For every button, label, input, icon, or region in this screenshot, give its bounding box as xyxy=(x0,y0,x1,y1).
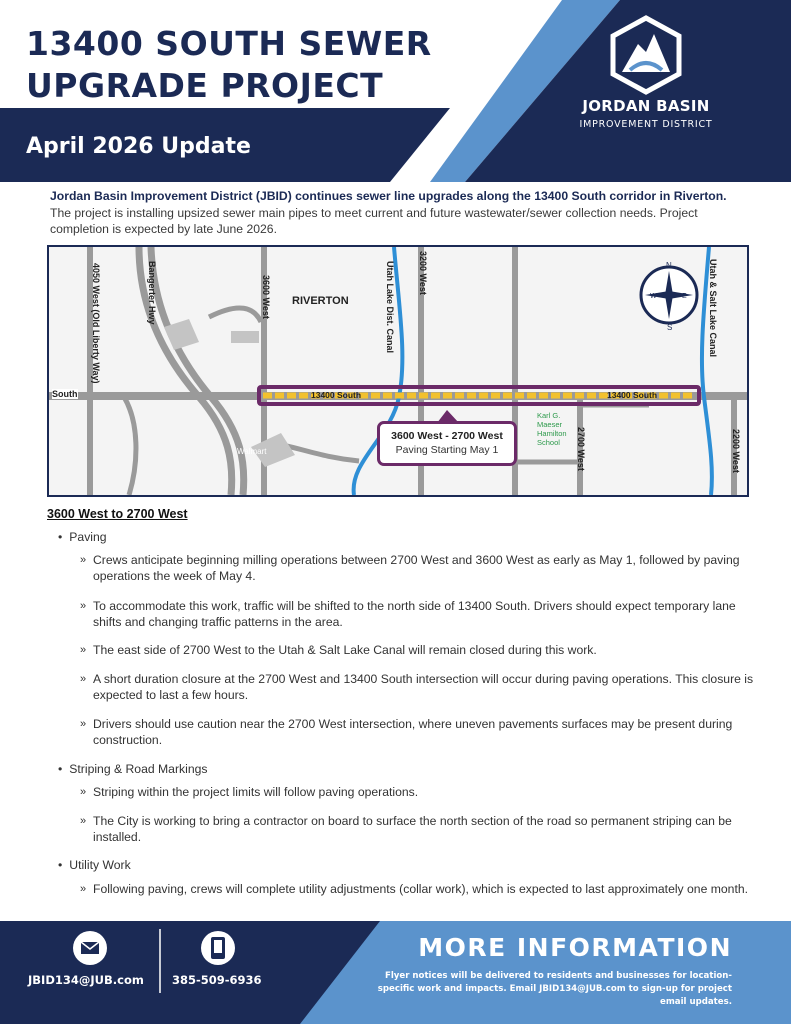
chevron-icon: » xyxy=(80,673,87,685)
more-information-text: Flyer notices will be delivered to residents and businesses for location-specific work and impacts. Email JBID134@JUB.com to sign-up for project email updates. xyxy=(377,971,732,1007)
compass-n: N xyxy=(666,261,672,270)
paving-item-1: » Crews anticipate beginning milling operations between 2700 West and 3600 West as early as May 1, followed by paving operations the week of May 4. xyxy=(80,553,740,583)
striping-item-2: » The City is working to bring a contractor on board to surface the north section of the road so permanent striping can be installed. xyxy=(80,814,732,844)
page-title-line-2: UPGRADE PROJECT xyxy=(26,66,384,105)
intro-bold: Jordan Basin Improvement District (JBID) continues sewer line upgrades along the 13400 South corridor in Riverton. xyxy=(50,189,727,203)
compass-w: W xyxy=(650,293,657,300)
chevron-icon: » xyxy=(80,600,87,612)
chevron-icon: » xyxy=(80,554,87,566)
chevron-icon: » xyxy=(80,786,87,798)
chevron-icon: » xyxy=(80,718,87,730)
project-map xyxy=(47,245,749,497)
road-label-bangerter: Bangerter Hwy xyxy=(147,261,157,325)
page-title-line-1: 13400 SOUTH SEWER xyxy=(26,24,432,63)
email-icon xyxy=(73,931,107,965)
update-date-label: April 2026 Update xyxy=(26,134,251,159)
chevron-icon: » xyxy=(80,644,87,656)
bullet-utility: • Utility Work xyxy=(58,858,131,872)
road-label-south-left: South xyxy=(52,389,78,399)
paving-item-3: » The east side of 2700 West to the Utah & Salt Lake Canal will remain closed during this work. xyxy=(80,643,597,657)
road-label-13400-south-a: 13400 South xyxy=(311,390,362,400)
more-information-title: MORE INFORMATION xyxy=(418,933,732,962)
compass-rose-icon xyxy=(641,261,697,332)
phone-icon xyxy=(201,931,235,965)
bullet-paving: • Paving xyxy=(58,530,107,544)
compass-s: S xyxy=(667,323,673,332)
road-label-3600-west: 3600 West xyxy=(261,275,271,319)
intro-text: The project is installing upsized sewer main pipes to meet current and future wastewater/sewer collection needs. Project completion is expected by late June 2026. xyxy=(50,205,698,236)
logo-name: JORDAN BASIN xyxy=(582,97,710,115)
road-label-liberty: 4050 West (Old Liberty Way) xyxy=(91,263,101,384)
paving-item-5: » Drivers should use caution near the 2700 West intersection, where uneven pavements surfaces may be present during construction. xyxy=(80,717,733,747)
paving-item-2: » To accommodate this work, traffic will be shifted to the north side of 13400 South. Drivers should expect temporary lane shifts and changing traffic patterns in the area. xyxy=(80,599,736,629)
road-label-2700-west: 2700 West xyxy=(576,427,586,471)
callout-title: 3600 West - 2700 West xyxy=(391,430,503,442)
place-label-walmart: Walmart xyxy=(237,447,267,456)
chevron-icon: » xyxy=(80,815,87,827)
striping-item-1: » Striping within the project limits will follow paving operations. xyxy=(80,785,419,799)
callout-subtitle: Paving Starting May 1 xyxy=(395,444,499,456)
contact-email[interactable]: JBID134@JUB.com xyxy=(28,973,144,987)
road-label-2200-west: 2200 West xyxy=(731,429,741,473)
intro-paragraph xyxy=(50,188,750,238)
road-label-canal-west: Utah Lake Dist. Canal xyxy=(385,261,395,354)
header-banner xyxy=(0,0,791,182)
road-label-canal-east: Utah & Salt Lake Canal xyxy=(708,259,718,358)
road-label-13400-south-b: 13400 South xyxy=(607,390,658,400)
chevron-icon: » xyxy=(80,883,87,895)
compass-e: E xyxy=(682,293,687,300)
section-heading: 3600 West to 2700 West xyxy=(47,507,188,521)
map-city-label: RIVERTON xyxy=(292,295,349,307)
contact-phone[interactable]: 385-509-6936 xyxy=(172,973,262,987)
logo-subtitle: IMPROVEMENT DISTRICT xyxy=(579,119,713,130)
bullet-striping: • Striping & Road Markings xyxy=(58,762,207,776)
place-label-school: Karl G. Maeser Hamilton School xyxy=(537,411,567,447)
utility-item-1: » Following paving, crews will complete utility adjustments (collar work), which is expected to last approximately one month. xyxy=(80,882,749,896)
paving-callout xyxy=(377,421,517,466)
road-label-3200-west: 3200 West xyxy=(418,251,428,295)
paving-item-4: » A short duration closure at the 2700 West and 13400 South intersection will occur during paving operations. This closure is expected to last a few hours. xyxy=(80,672,754,702)
